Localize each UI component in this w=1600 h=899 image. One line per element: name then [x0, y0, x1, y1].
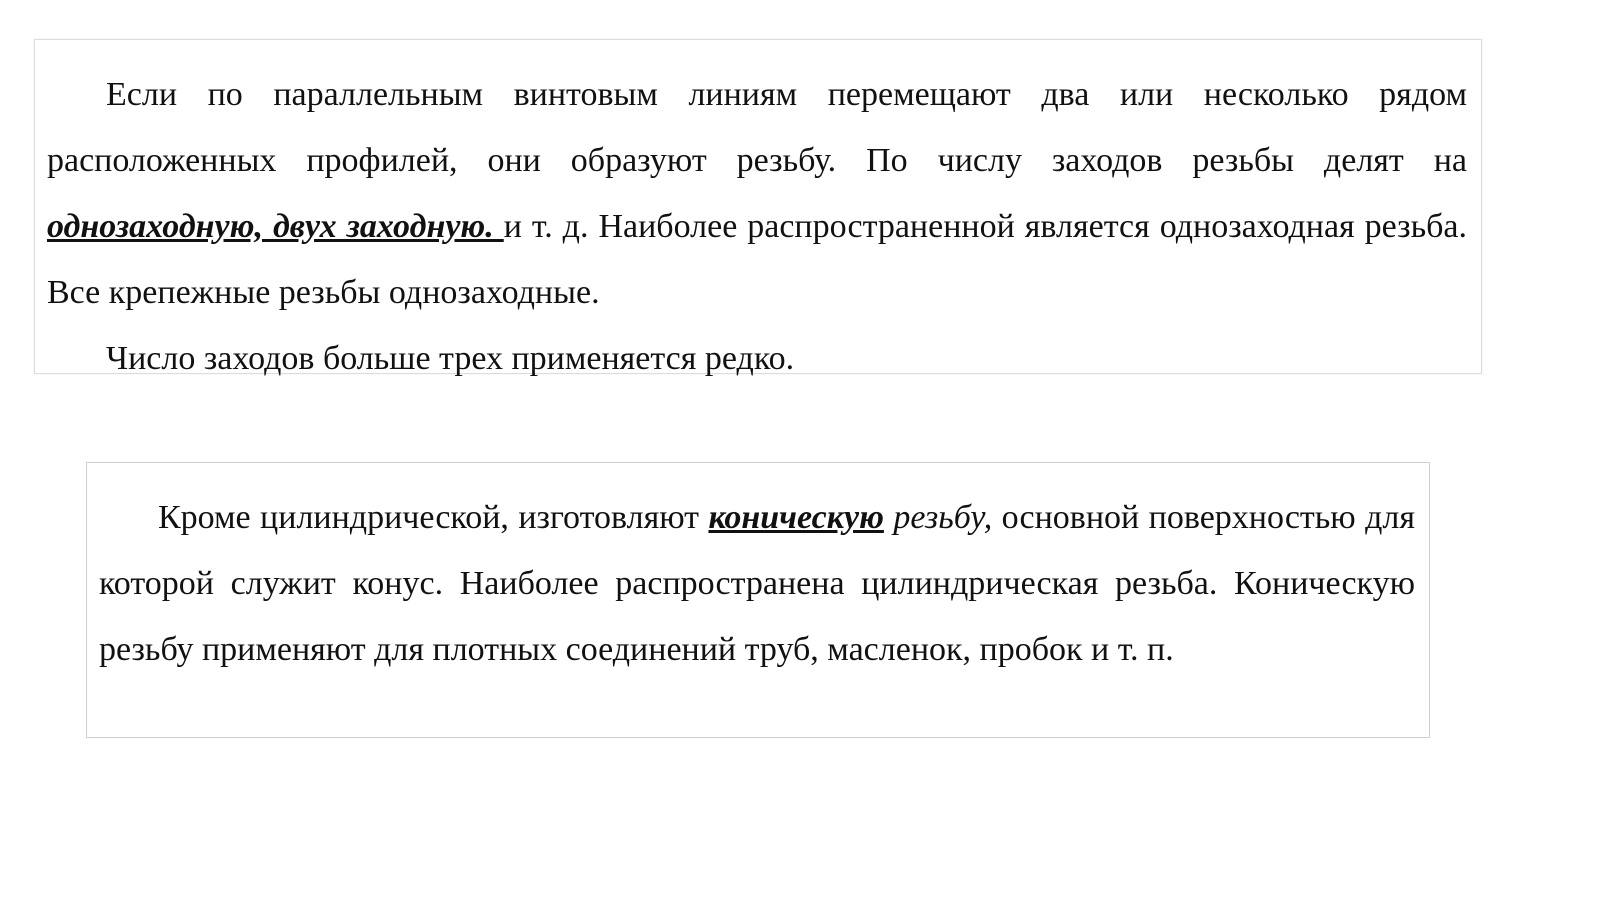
text-block-conical-thread [86, 462, 1430, 738]
paragraph-thread-starts [47, 62, 1467, 326]
italic-term-thread: резьбу, [893, 499, 993, 536]
paragraph-lead-text: Если по параллельным винтовым линиям перемещают два или несколько рядом расположенных профилей, они образуют резьбу. По числу заходов резьбы делят на [47, 76, 1467, 179]
paragraph-tail-text: и т. д. Наиболее распространенной является однозаходная резьба. Все крепежные резьбы однозаходные. [47, 208, 1467, 311]
paragraph-lead-text: Кроме цилиндрической, изготовляют [158, 499, 709, 536]
paragraph-rare-starts: Число заходов больше трех применяется редко. [106, 340, 795, 377]
emphasized-term-conical: коническую [708, 499, 884, 536]
paragraph-tail-text: основной поверхностью для которой служит конус. Наиболее распространена цилиндрическая резьба. Коническую резьбу применяют для плотных соединений труб, масленок, пробок и т. п. [99, 499, 1416, 668]
emphasized-term-single-double-start: однозаходную, двух заходную. [47, 208, 504, 245]
text-block-thread-starts [34, 39, 1482, 377]
paragraph-conical-thread [99, 485, 1415, 683]
